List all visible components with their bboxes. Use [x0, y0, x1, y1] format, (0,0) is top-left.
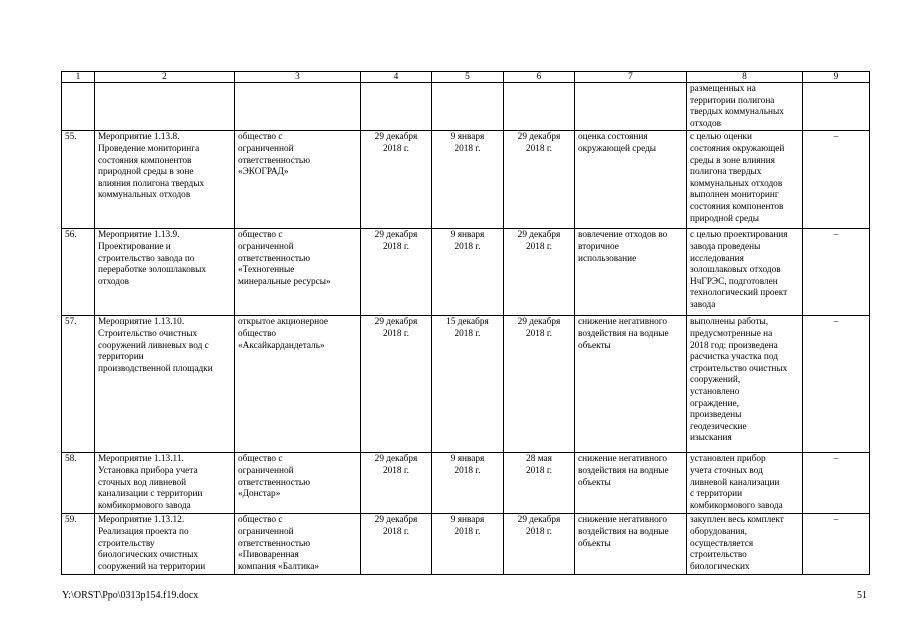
note: –: [803, 514, 870, 575]
result: с целью оценки состояния окружающей среды в зоне влияния полигона твердых коммунальных отходов выполнен мониторинг состояния компонентов природной среды: [687, 131, 803, 229]
column-number: 2: [95, 72, 235, 83]
executor: общество с ограниченной ответственностью «ЭКОГРАД»: [235, 131, 361, 229]
executor: общество с ограниченной ответственностью «Техногенные минеральные ресурсы»: [235, 229, 361, 316]
date-start: 9 января 2018 г.: [432, 453, 504, 514]
column-number-row: [62, 72, 870, 83]
column-number: 9: [803, 72, 870, 83]
date-planned: 29 декабря 2018 г.: [361, 131, 432, 229]
column-number: 4: [361, 72, 432, 83]
table-row: [62, 514, 870, 575]
page-number: 51: [857, 590, 867, 601]
date-start: 9 января 2018 г.: [432, 229, 504, 316]
measure-name: Мероприятие 1.13.10. Строительство очистных сооружений ливневых вод с территории производственной площадки: [95, 316, 235, 453]
row-number: 59.: [62, 514, 95, 575]
date-planned: 29 декабря 2018 г.: [361, 514, 432, 575]
date-end: 29 декабря 2018 г.: [504, 316, 575, 453]
column-number: 3: [235, 72, 361, 83]
table-row: [62, 316, 870, 453]
column-number: 8: [687, 72, 803, 83]
note: [803, 83, 870, 131]
date-end: 29 декабря 2018 г.: [504, 229, 575, 316]
goal: снижение негативного воздействия на водные объекты: [575, 514, 687, 575]
goal: оценка состояния окружающей среды: [575, 131, 687, 229]
date-start: 15 декабря 2018 г.: [432, 316, 504, 453]
result: закуплен весь комплект оборудования, осуществляется строительство биологических: [687, 514, 803, 575]
date-start: [432, 83, 504, 131]
result: выполнены работы, предусмотренные на 2018 год: произведена расчистка участка под строительство очистных сооружений, установлено ограждение, произведены геодезические изыскания: [687, 316, 803, 453]
date-planned: 29 декабря 2018 г.: [361, 316, 432, 453]
executor: открытое акционерное общество «Аксайкардандеталь»: [235, 316, 361, 453]
table-row: [62, 229, 870, 316]
document-path: Y:\ORST\Ppo\0313p154.f19.docx: [62, 590, 199, 601]
row-number: [62, 83, 95, 131]
table-row: [62, 83, 870, 131]
result: размещенных на территории полигона твердых коммунальных отходов: [687, 83, 803, 131]
note: –: [803, 229, 870, 316]
date-end: 29 декабря 2018 г.: [504, 514, 575, 575]
table-row: [62, 131, 870, 229]
date-end: 29 декабря 2018 г.: [504, 131, 575, 229]
measure-name: Мероприятие 1.13.11. Установка прибора учета сточных вод ливневой канализации с территории комбикормового завода: [95, 453, 235, 514]
result: установлен прибор учета сточных вод ливневой канализации с территории комбикормового завода: [687, 453, 803, 514]
date-planned: [361, 83, 432, 131]
report-table: [61, 71, 870, 575]
date-start: 9 января 2018 г.: [432, 514, 504, 575]
column-number: 5: [432, 72, 504, 83]
column-number: 7: [575, 72, 687, 83]
date-planned: 29 декабря 2018 г.: [361, 453, 432, 514]
goal: снижение негативного воздействия на водные объекты: [575, 316, 687, 453]
column-number: 1: [62, 72, 95, 83]
goal: снижение негативного воздействия на водные объекты: [575, 453, 687, 514]
date-end: 28 мая 2018 г.: [504, 453, 575, 514]
date-end: [504, 83, 575, 131]
row-number: 56.: [62, 229, 95, 316]
row-number: 57.: [62, 316, 95, 453]
note: –: [803, 131, 870, 229]
goal: [575, 83, 687, 131]
executor: общество с ограниченной ответственностью «Пивоваренная компания «Балтика»: [235, 514, 361, 575]
date-planned: 29 декабря 2018 г.: [361, 229, 432, 316]
table-row: [62, 453, 870, 514]
measure-name: Мероприятие 1.13.9. Проектирование и строительство завода по переработке золошлаковых отходов: [95, 229, 235, 316]
row-number: 58.: [62, 453, 95, 514]
column-number: 6: [504, 72, 575, 83]
result: с целью проектирования завода проведены исследования золошлаковых отходов НчГРЭС, подготовлен технологический проект завода: [687, 229, 803, 316]
note: –: [803, 453, 870, 514]
executor: [235, 83, 361, 131]
measure-name: Мероприятие 1.13.12. Реализация проекта по строительству биологических очистных сооружений на территории: [95, 514, 235, 575]
note: –: [803, 316, 870, 453]
date-start: 9 января 2018 г.: [432, 131, 504, 229]
row-number: 55.: [62, 131, 95, 229]
executor: общество с ограниченной ответственностью «Донстар»: [235, 453, 361, 514]
measure-name: [95, 83, 235, 131]
measure-name: Мероприятие 1.13.8. Проведение мониторинга состояния компонентов природной среды в зоне влияния полигона твердых коммунальных отходов: [95, 131, 235, 229]
goal: вовлечение отходов во вторичное использование: [575, 229, 687, 316]
